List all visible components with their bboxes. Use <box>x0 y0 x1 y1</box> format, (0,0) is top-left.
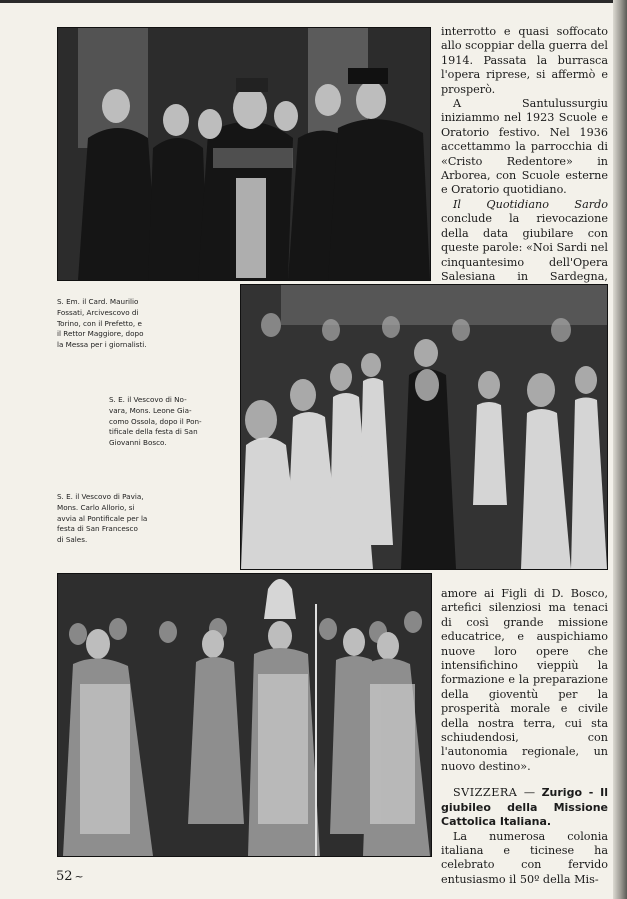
caption-line: festa di San Francesco <box>57 524 138 534</box>
caption-line: di Sales. <box>57 535 88 545</box>
paragraph-colonia-italiana: La numerosa colonia italiana e ticinese ha celebrato con fervido entusiasmo il 50º della Mis- <box>441 829 608 886</box>
page-number-value: 52 <box>56 869 73 884</box>
page-number <box>56 869 84 884</box>
paragraph-santulussurgiu: A Santulussurgiu iniziammo nel 1923 Scuole e Oratorio festivo. Nel 1936 accettammo la parrocchia di «Cristo Redentore» in Arborea, con Scuole esterne e Oratorio quotidiano. <box>441 97 608 197</box>
caption-line: Torino, con il Prefetto, e <box>57 318 142 328</box>
caption-line: Mons. Carlo Allorio, si <box>57 502 135 512</box>
heading-title: - Il giubileo della Missione Cattolica Italiana. <box>441 786 608 829</box>
photo-pontifical-mass-figures <box>58 574 431 856</box>
caption-vescovo-pavia <box>57 492 175 546</box>
caption-line: S. Em. il Card. Maurilio <box>57 297 139 306</box>
photo-pontifical-mass <box>57 573 432 857</box>
top-rule <box>0 0 627 3</box>
paragraph-amore: amore ai Figli di D. Bosco, artefici silenziosi ma tenaci di così grande missione educatrice, e auspichiamo nuove loro opere che intensifichino vieppiù la formazione e la preparazione della gioventù per la prosperità morale e civile della nostra terra, cui sta schiudendosi, con l'autonomia regionale, un nuovo destino». <box>441 587 608 773</box>
heading-city: Zurigo <box>541 786 583 800</box>
paragraph-continuation: interrotto e quasi soffocato allo scoppiar della guerra del 1914. Passata la burrasca l'opera riprese, si affermò e prosperò. <box>441 25 608 96</box>
text-column-bottom <box>441 587 608 887</box>
heading-dash: — <box>517 786 542 800</box>
folio-mark: ~ <box>74 870 84 883</box>
paragraph-quotidiano-sardo-text: conclude la rievocazione della data giubilare con queste parole: «Noi Sardi nel cinquantesimo dell'Opera Salesiana in Sardegna, <box>441 212 608 283</box>
caption-line: Giovanni Bosco. <box>109 438 167 448</box>
caption-cardinal-fossati <box>57 297 227 351</box>
section-heading-svizzera <box>441 786 608 829</box>
photo-cardinal-fossati-figures <box>58 28 430 280</box>
heading-country: SVIZZERA <box>453 786 518 800</box>
text-column-top <box>441 25 608 328</box>
caption-line: S. E. il Vescovo di Pavia, <box>57 492 144 501</box>
caption-line: avvia al Pontificale per la <box>57 513 148 523</box>
photo-cardinal-fossati <box>57 27 431 281</box>
caption-line: S. E. il Vescovo di No- <box>109 395 187 404</box>
caption-vescovo-novara <box>109 395 233 449</box>
photo-clergy-procession-figures <box>241 285 607 569</box>
caption-line: vara, Mons. Leone Gia- <box>109 405 192 415</box>
caption-line: la Messa per i giornalisti. <box>57 340 147 350</box>
caption-line: como Ossola, dopo il Pon- <box>109 416 202 426</box>
caption-line: il Rettor Maggiore, dopo <box>57 329 144 339</box>
caption-line: Fossati, Arcivescovo di <box>57 307 139 317</box>
newspaper-title: Il Quotidiano Sardo <box>453 197 608 211</box>
caption-line: tificale della festa di San <box>109 427 198 437</box>
book-gutter-shadow <box>613 0 627 899</box>
photo-clergy-procession <box>240 284 608 570</box>
